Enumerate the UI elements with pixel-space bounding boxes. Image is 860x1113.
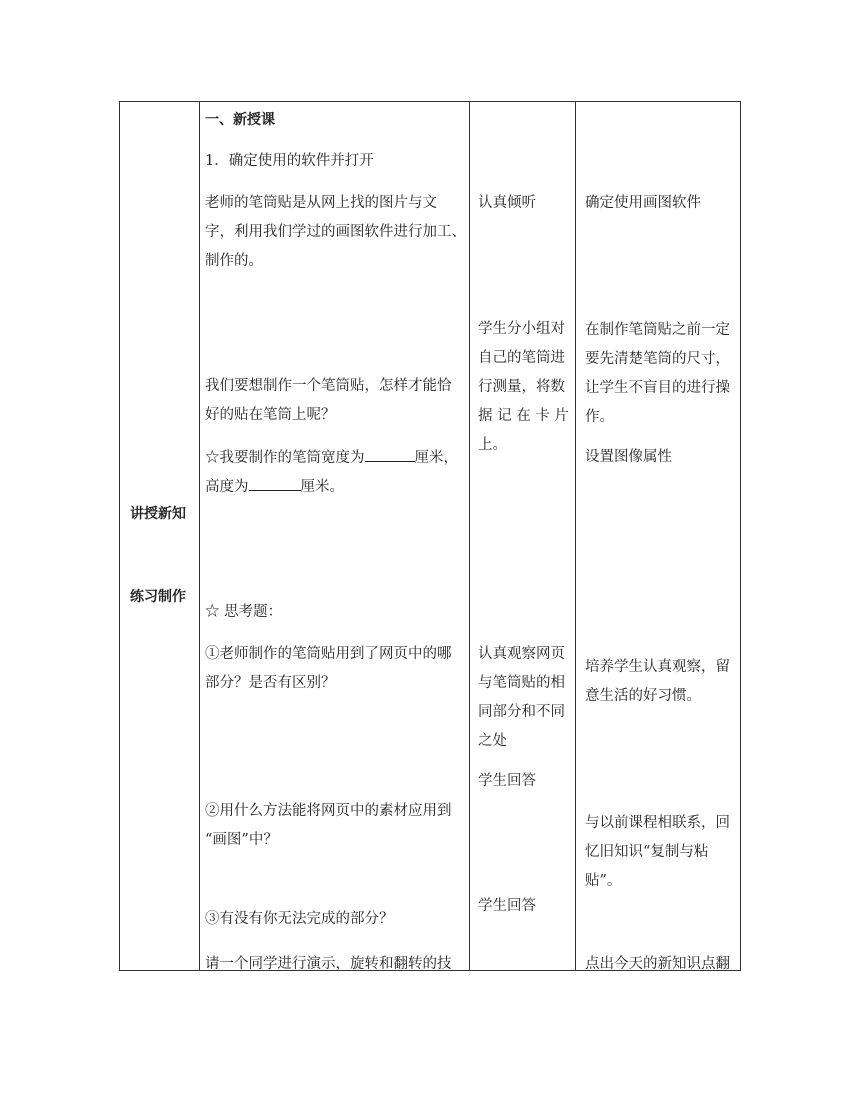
lesson-plan-table bbox=[119, 101, 741, 971]
intro-line: 老师的笔筒贴是从网上找的图片与文 bbox=[205, 195, 437, 211]
height-blank bbox=[249, 474, 301, 491]
question-line: 好的贴在笔筒上呢？ bbox=[205, 407, 336, 423]
design-intent-5-line: 忆旧知识“复制与粘 bbox=[585, 844, 709, 860]
stage-label-practice: 练习制作 bbox=[130, 589, 186, 605]
width-unit: 厘米， bbox=[414, 450, 458, 466]
height-fill-in bbox=[205, 473, 344, 502]
student-activity-1: 认真倾听 bbox=[478, 195, 536, 211]
design-intent-2-line: 让学生不盲目的进行操 bbox=[585, 380, 730, 396]
question-1-line: ①老师制作的笔筒贴用到了网页中的哪 bbox=[205, 646, 452, 662]
question-line: 我们要想制作一个笔筒贴，怎样才能恰 bbox=[205, 378, 452, 394]
design-intent-5-line: 与以前课程相联系，回 bbox=[585, 815, 730, 831]
design-intent-2-line: 要先清楚笔筒的尺寸， bbox=[585, 351, 730, 367]
student-activity-3-line: 与笔筒贴的相 bbox=[478, 675, 565, 691]
student-activity-2-line: 学生分小组对 bbox=[478, 321, 565, 337]
column-divider-3 bbox=[575, 102, 576, 970]
intro-line: 制作的。 bbox=[205, 253, 263, 269]
student-activity-3-line: 认真观察网页 bbox=[478, 646, 565, 662]
width-label: ☆我要制作的笔筒宽度为 bbox=[205, 450, 365, 466]
design-intent-1: 确定使用画图软件 bbox=[585, 195, 701, 211]
design-intent-5-line: 贴”。 bbox=[585, 873, 622, 889]
question-2-line: “画图”中？ bbox=[205, 832, 278, 848]
student-activity-3-line: 之处 bbox=[478, 733, 507, 749]
stage-label-teaching: 讲授新知 bbox=[130, 506, 186, 522]
question-2-line: ②用什么方法能将网页中的素材应用到 bbox=[205, 803, 452, 819]
height-unit: 厘米。 bbox=[300, 479, 344, 495]
step-1-title: 1．确定使用的软件并打开 bbox=[205, 153, 374, 169]
student-activity-4: 学生回答 bbox=[478, 773, 536, 789]
design-intent-6: 点出今天的新知识点翻 bbox=[585, 956, 730, 972]
student-activity-2-line: 上。 bbox=[478, 437, 507, 453]
intro-line: 字，利用我们学过的画图软件进行加工、 bbox=[205, 224, 466, 240]
design-intent-4-line: 培养学生认真观察，留 bbox=[585, 659, 730, 675]
design-intent-3: 设置图像属性 bbox=[585, 449, 672, 465]
column-divider-1 bbox=[199, 102, 200, 970]
question-1-line: 部分？是否有区别？ bbox=[205, 675, 336, 691]
design-intent-2-line: 在制作笔筒贴之前一定 bbox=[585, 322, 730, 338]
design-intent-2-line: 作。 bbox=[585, 409, 614, 425]
design-intent-4-line: 意生活的好习惯。 bbox=[585, 688, 701, 704]
width-fill-in bbox=[205, 444, 458, 473]
student-activity-2-line: 据 记 在 卡 片 bbox=[478, 408, 569, 424]
section-title: 一、新授课 bbox=[205, 112, 275, 128]
height-label: 高度为 bbox=[205, 479, 249, 495]
demo-line: 请一个同学进行演示，旋转和翻转的技 bbox=[205, 956, 452, 972]
think-title: ☆ 思考题： bbox=[205, 604, 283, 620]
width-blank bbox=[365, 445, 415, 462]
column-divider-2 bbox=[469, 102, 470, 970]
student-activity-2-line: 自己的笔筒进 bbox=[478, 350, 565, 366]
student-activity-5: 学生回答 bbox=[478, 898, 536, 914]
student-activity-3-line: 同部分和不同 bbox=[478, 704, 565, 720]
think-question-3: ③有没有你无法完成的部分？ bbox=[205, 911, 394, 927]
student-activity-2-line: 行测量，将数 bbox=[478, 379, 565, 395]
